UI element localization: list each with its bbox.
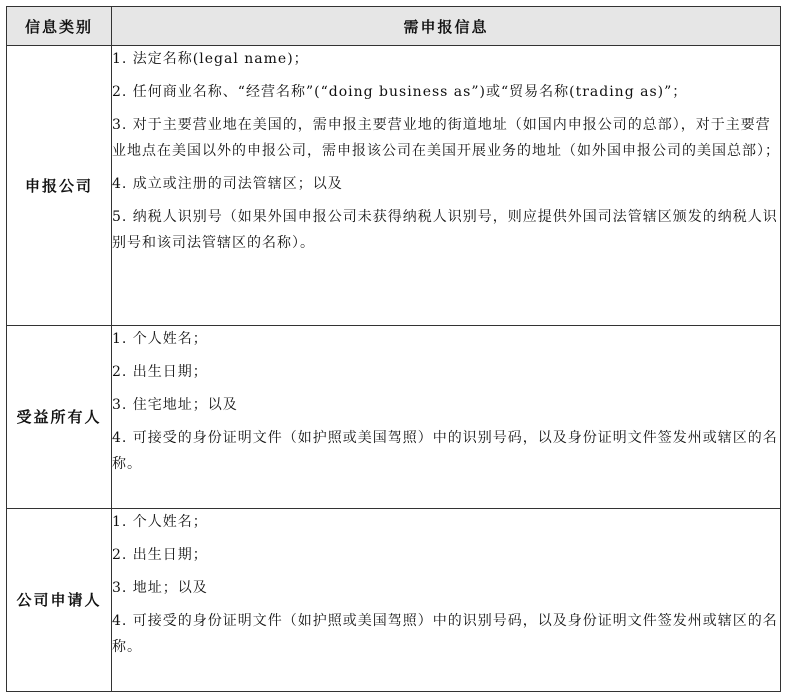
list-item: 3. 住宅地址；以及 — [112, 397, 238, 413]
list-item: 5. 纳税人识别号（如果外国申报公司未获得纳税人识别号，则应提供外国司法管辖区颁发的纳税人识别号和该司法管辖区的名称）。 — [112, 209, 778, 251]
header-info: 需申报信息 — [112, 7, 781, 46]
list-item: 2. 出生日期； — [112, 364, 208, 380]
list-item: 4. 可接受的身份证明文件（如护照或美国驾照）中的识别号码，以及身份证明文件签发州或辖区的名称。 — [112, 613, 778, 655]
row-company-applicant — [7, 509, 781, 692]
category-company-applicant: 公司申请人 — [7, 509, 112, 692]
list-item: 1. 个人姓名； — [112, 331, 208, 347]
header-row — [7, 7, 781, 46]
info-company-applicant — [112, 509, 781, 692]
list-item: 3. 对于主要营业地在美国的，需申报主要营业地的街道地址（如国内申报公司的总部），对于主要营业地点在美国以外的申报公司，需申报该公司在美国开展业务的地址（如外国申报公司的美国总部）； — [112, 117, 780, 159]
list-item: 3. 地址；以及 — [112, 580, 208, 596]
category-beneficial-owner: 受益所有人 — [7, 326, 112, 509]
list-item: 4. 可接受的身份证明文件（如护照或美国驾照）中的识别号码，以及身份证明文件签发州或辖区的名称。 — [112, 430, 778, 472]
category-reporting-company: 申报公司 — [7, 46, 112, 326]
row-reporting-company — [7, 46, 781, 326]
list-item: 1. 个人姓名； — [112, 514, 208, 530]
list-item: 1. 法定名称(legal name)； — [112, 51, 309, 67]
header-category: 信息类别 — [7, 7, 112, 46]
reporting-info-table — [6, 6, 781, 692]
list-item: 4. 成立或注册的司法管辖区；以及 — [112, 176, 343, 192]
info-beneficial-owner — [112, 326, 781, 509]
list-item: 2. 出生日期； — [112, 547, 208, 563]
info-reporting-company — [112, 46, 781, 326]
list-item: 2. 任何商业名称、“经营名称”(“doing business as”)或“贸易名称(trading as)”； — [112, 84, 688, 100]
row-beneficial-owner — [7, 326, 781, 509]
